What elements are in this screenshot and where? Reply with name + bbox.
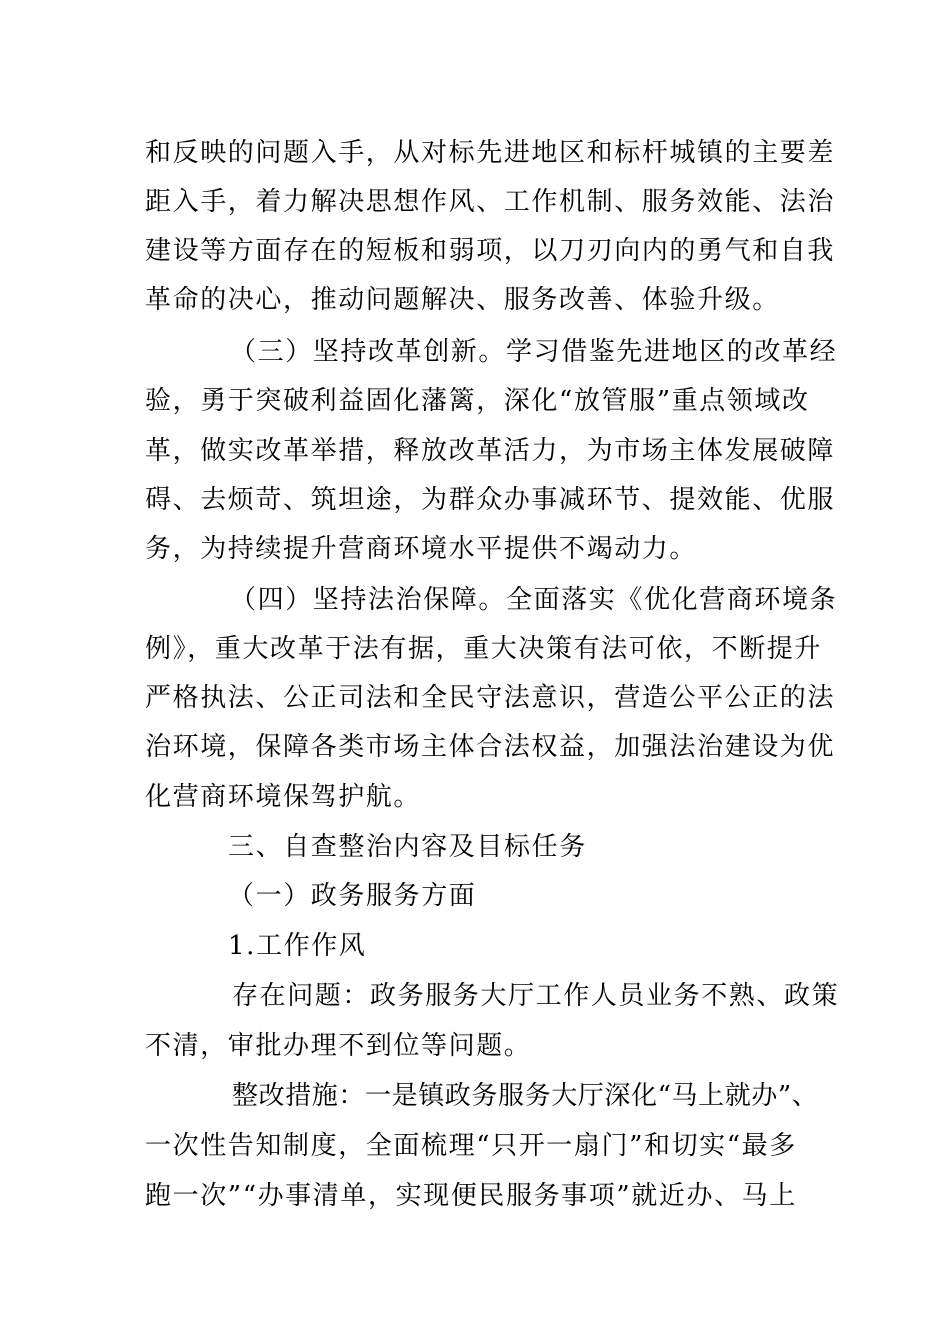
body-line: 验，勇于突破利益固化藩篱，深化“放管服”重点领域改 xyxy=(145,386,810,416)
measure-line: 一次性告知制度，全面梳理“只开一扇门”和切实“最多 xyxy=(145,1131,797,1161)
body-line: 革，做实改革举措，释放改革活力，为市场主体发展破障 xyxy=(145,436,836,466)
problem-line: 不清，审批办理不到位等问题。 xyxy=(145,1031,532,1061)
body-line: 碍、去烦苛、筑坦途，为群众办事减环节、提效能、优服 xyxy=(145,485,836,515)
body-line: 化营商环境保驾护航。 xyxy=(145,782,422,812)
measure-line: 整改措施：一是镇政务服务大厅深化“马上就办”、 xyxy=(232,1081,819,1111)
subsection-heading: （一）政务服务方面 xyxy=(228,881,477,911)
body-line: 严格执法、公正司法和全民守法意识，营造公平公正的法 xyxy=(145,683,836,713)
body-line: 例》，重大改革于法有据，重大决策有法可依，不断提升 xyxy=(145,634,823,664)
measure-line: 跑一次”“办事清单，实现便民服务事项”就近办、马上 xyxy=(145,1181,797,1211)
body-line: 革命的决心，推动问题解决、服务改善、体验升级。 xyxy=(145,285,780,315)
chapter-heading: 三、自查整治内容及目标任务 xyxy=(228,832,587,862)
item-heading: 1.工作作风 xyxy=(228,931,367,961)
body-line: 治环境，保障各类市场主体合法权益，加强法治建设为优 xyxy=(145,732,836,762)
body-line: 务，为持续提升营商环境水平提供不竭动力。 xyxy=(145,534,698,564)
section-heading-four: （四）坚持法治保障。全面落实《优化营商环境条 xyxy=(230,585,838,615)
body-line: 建设等方面存在的短板和弱项，以刀刃向内的勇气和自我 xyxy=(145,236,836,266)
body-line: 和反映的问题入手，从对标先进地区和标杆城镇的主要差 xyxy=(145,138,836,168)
body-line: 距入手，着力解决思想作风、工作机制、服务效能、法治 xyxy=(145,187,836,217)
problem-line: 存在问题：政务服务大厅工作人员业务不熟、政策 xyxy=(232,981,840,1011)
section-heading-three: （三）坚持改革创新。学习借鉴先进地区的改革经 xyxy=(230,337,838,367)
